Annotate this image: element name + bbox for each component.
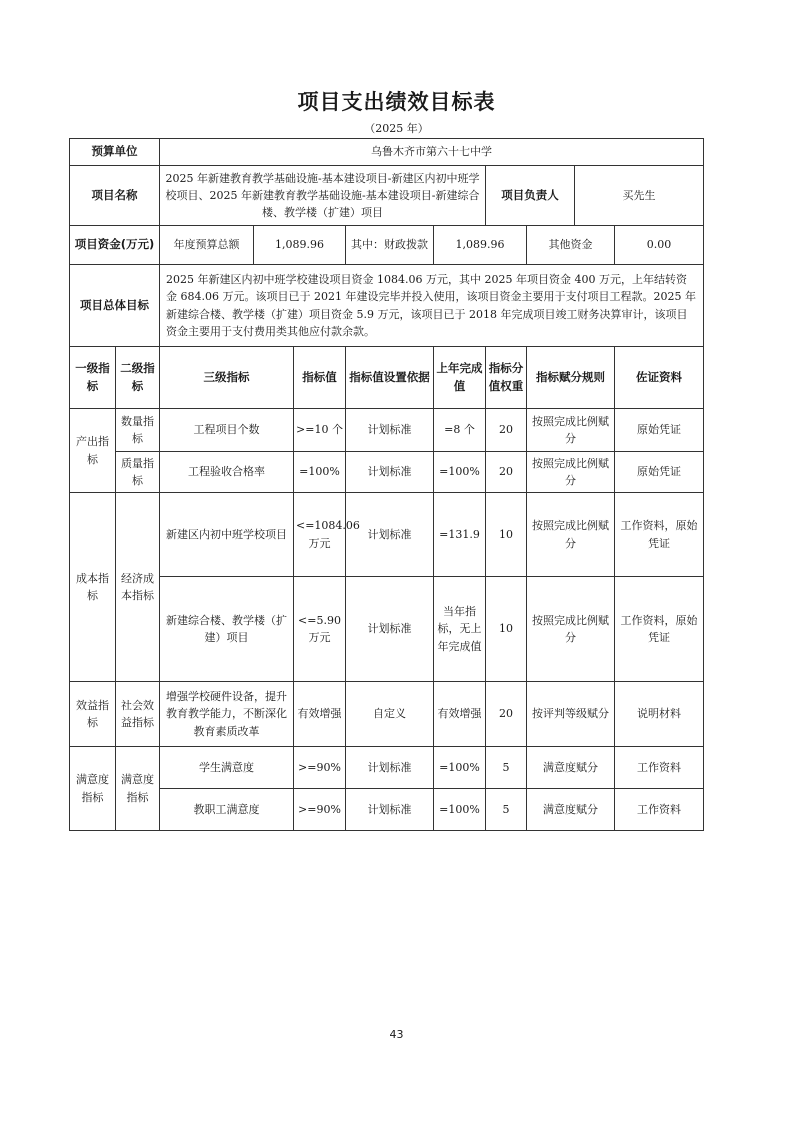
other-funds-value: 0.00 bbox=[615, 226, 704, 265]
row-l3: 学生满意度 bbox=[160, 747, 294, 789]
row-rule: 按照完成比例赋分 bbox=[527, 493, 615, 577]
row-l3: 教职工满意度 bbox=[160, 789, 294, 831]
project-name-row bbox=[70, 166, 704, 226]
indicator-header-row bbox=[70, 347, 704, 409]
header-value: 指标值 bbox=[294, 347, 346, 409]
group-satisfaction: 满意度指标 bbox=[70, 747, 116, 831]
row-evidence: 工作资料，原始凭证 bbox=[615, 577, 704, 682]
row-rule: 按照完成比例赋分 bbox=[527, 577, 615, 682]
header-evidence: 佐证资料 bbox=[615, 347, 704, 409]
project-leader-label: 项目负责人 bbox=[486, 166, 575, 226]
row-basis: 计划标准 bbox=[346, 452, 434, 493]
row-weight: 20 bbox=[486, 682, 527, 747]
row-l3: 工程项目个数 bbox=[160, 409, 294, 452]
page-title: 项目支出绩效目标表 bbox=[297, 90, 496, 114]
row-l3: 新建综合楼、教学楼（扩建）项目 bbox=[160, 577, 294, 682]
budget-unit-value: 乌鲁木齐市第六十七中学 bbox=[160, 139, 704, 166]
row-value: 有效增强 bbox=[294, 682, 346, 747]
table-row bbox=[70, 577, 704, 682]
budget-unit-row bbox=[70, 139, 704, 166]
row-evidence: 工作资料 bbox=[615, 789, 704, 831]
group-benefit: 效益指标 bbox=[70, 682, 116, 747]
row-basis: 自定义 bbox=[346, 682, 434, 747]
header-last-year: 上年完成值 bbox=[434, 347, 486, 409]
row-evidence: 原始凭证 bbox=[615, 409, 704, 452]
row-last: 有效增强 bbox=[434, 682, 486, 747]
funds-row bbox=[70, 226, 704, 265]
row-weight: 5 bbox=[486, 747, 527, 789]
header-level2: 二级指标 bbox=[116, 347, 160, 409]
row-rule: 满意度赋分 bbox=[527, 789, 615, 831]
row-evidence: 工作资料 bbox=[615, 747, 704, 789]
subgroup-social: 社会效益指标 bbox=[116, 682, 160, 747]
row-basis: 计划标准 bbox=[346, 409, 434, 452]
fiscal-funds-value: 1,089.96 bbox=[434, 226, 527, 265]
goal-text: 2025 年新建区内初中班学校建设项目资金 1084.06 万元，其中 2025 年项目资金 400 万元，上年结转资金 684.06 万元。该项目已于 2021 年建设完毕并投入使用，该项目资金主要用于支付项目工程款。2025 年新建综合楼、教学楼（扩建）项目资金 5.9 万元，该项目已于 2018 年完成项目竣工财务决算审计，该项目资金主要用于支付费用类其他应付款余款。 bbox=[160, 265, 704, 347]
row-rule: 按照完成比例赋分 bbox=[527, 409, 615, 452]
row-weight: 20 bbox=[486, 452, 527, 493]
year-label: （2025 年） bbox=[364, 122, 429, 135]
header-weight: 指标分值权重 bbox=[486, 347, 527, 409]
row-weight: 10 bbox=[486, 493, 527, 577]
subgroup-economic: 经济成本指标 bbox=[116, 493, 160, 682]
row-basis: 计划标准 bbox=[346, 577, 434, 682]
row-weight: 10 bbox=[486, 577, 527, 682]
row-value: <=5.90 万元 bbox=[294, 577, 346, 682]
row-basis: 计划标准 bbox=[346, 493, 434, 577]
annual-budget-label: 年度预算总额 bbox=[160, 226, 254, 265]
row-value: >=90% bbox=[294, 789, 346, 831]
budget-unit-label: 预算单位 bbox=[70, 139, 160, 166]
header-level1: 一级指标 bbox=[70, 347, 116, 409]
group-output: 产出指标 bbox=[70, 409, 116, 493]
table-row bbox=[70, 789, 704, 831]
header-rule: 指标赋分规则 bbox=[527, 347, 615, 409]
fiscal-funds-label: 其中：财政拨款 bbox=[346, 226, 434, 265]
row-l3: 新建区内初中班学校项目 bbox=[160, 493, 294, 577]
table-row bbox=[70, 747, 704, 789]
row-rule: 按照完成比例赋分 bbox=[527, 452, 615, 493]
row-evidence: 原始凭证 bbox=[615, 452, 704, 493]
row-value: =100% bbox=[294, 452, 346, 493]
group-cost: 成本指标 bbox=[70, 493, 116, 682]
row-value: >=10 个 bbox=[294, 409, 346, 452]
table-row bbox=[70, 452, 704, 493]
project-name-label: 项目名称 bbox=[70, 166, 160, 226]
annual-budget-value: 1,089.96 bbox=[254, 226, 346, 265]
row-basis: 计划标准 bbox=[346, 747, 434, 789]
row-weight: 5 bbox=[486, 789, 527, 831]
row-l3: 工程验收合格率 bbox=[160, 452, 294, 493]
header-basis: 指标值设置依据 bbox=[346, 347, 434, 409]
other-funds-label: 其他资金 bbox=[527, 226, 615, 265]
page-number: 43 bbox=[389, 1028, 404, 1041]
row-last: =100% bbox=[434, 452, 486, 493]
project-leader-value: 买先生 bbox=[575, 166, 704, 226]
row-weight: 20 bbox=[486, 409, 527, 452]
table-row bbox=[70, 493, 704, 577]
subgroup-quality: 质量指标 bbox=[116, 452, 160, 493]
row-last: =100% bbox=[434, 747, 486, 789]
funds-label: 项目资金(万元) bbox=[70, 226, 160, 265]
row-last: =131.9 bbox=[434, 493, 486, 577]
performance-table bbox=[69, 138, 704, 831]
header-level3: 三级指标 bbox=[160, 347, 294, 409]
row-last: 当年指标，无上年完成值 bbox=[434, 577, 486, 682]
row-rule: 满意度赋分 bbox=[527, 747, 615, 789]
goal-row bbox=[70, 265, 704, 347]
row-last: =8 个 bbox=[434, 409, 486, 452]
row-basis: 计划标准 bbox=[346, 789, 434, 831]
table-row bbox=[70, 409, 704, 452]
goal-label: 项目总体目标 bbox=[70, 265, 160, 347]
row-evidence: 说明材料 bbox=[615, 682, 704, 747]
row-l3: 增强学校硬件设备，提升教育教学能力，不断深化教育素质改革 bbox=[160, 682, 294, 747]
table-row bbox=[70, 682, 704, 747]
subgroup-quantity: 数量指标 bbox=[116, 409, 160, 452]
row-evidence: 工作资料，原始凭证 bbox=[615, 493, 704, 577]
row-value: >=90% bbox=[294, 747, 346, 789]
project-name-value: 2025 年新建教育教学基础设施-基本建设项目-新建区内初中班学校项目、2025 年新建教育教学基础设施-基本建设项目-新建综合楼、教学楼（扩建）项目 bbox=[160, 166, 486, 226]
subgroup-satisfaction: 满意度指标 bbox=[116, 747, 160, 831]
row-value: <=1084.06 万元 bbox=[294, 493, 346, 577]
row-last: =100% bbox=[434, 789, 486, 831]
row-rule: 按评判等级赋分 bbox=[527, 682, 615, 747]
